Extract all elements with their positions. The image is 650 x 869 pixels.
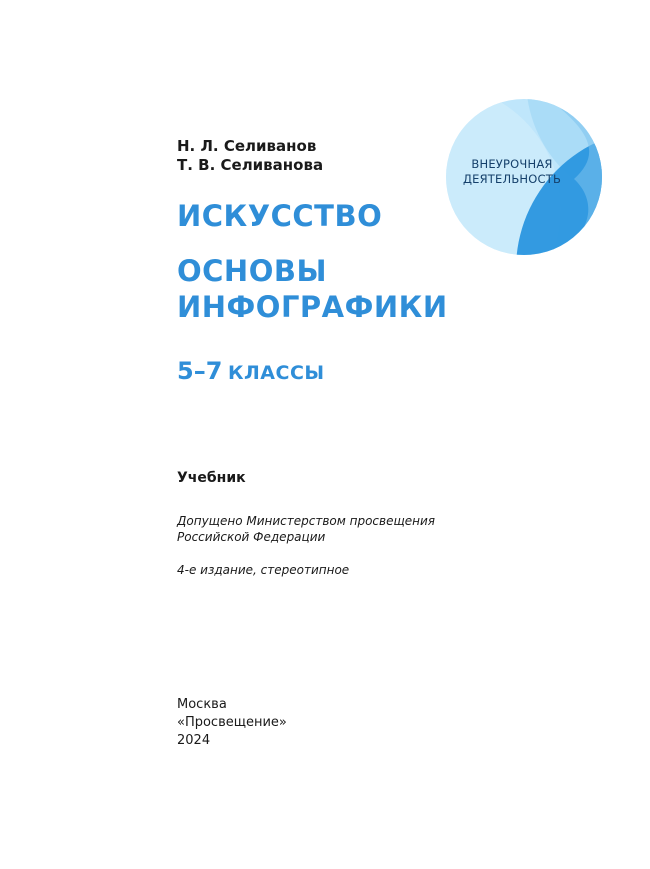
book-type: Учебник [177,470,246,486]
approval-line-1: Допущено Министерством просвещения [177,514,436,528]
grade-word: КЛАССЫ [227,362,325,384]
subtitle-line-1: ОСНОВЫ [177,254,328,288]
grade-range: 5–7 [177,357,223,385]
approval-line-2: Российской Федерации [177,530,326,544]
badge-label [446,157,578,187]
grade-level [177,357,325,385]
imprint-block [177,696,287,750]
badge-line-2: ДЕЯТЕЛЬНОСТЬ [462,172,562,186]
approval-note [177,513,435,545]
authors-block [177,137,323,175]
author-2: Т. В. Селиванова [177,156,324,174]
badge-line-1: ВНЕУРОЧНАЯ [471,157,553,171]
extracurricular-badge [446,99,602,255]
edition-note: 4-е издание, стереотипное [177,563,350,577]
imprint-year: 2024 [177,733,211,748]
author-1: Н. Л. Селиванов [177,137,317,155]
book-subtitle [177,253,448,325]
imprint-publisher: «Просвещение» [177,715,287,730]
book-title: ИСКУССТВО [177,199,383,233]
imprint-city: Москва [177,697,227,712]
subtitle-line-2: ИНФОГРАФИКИ [177,290,448,324]
